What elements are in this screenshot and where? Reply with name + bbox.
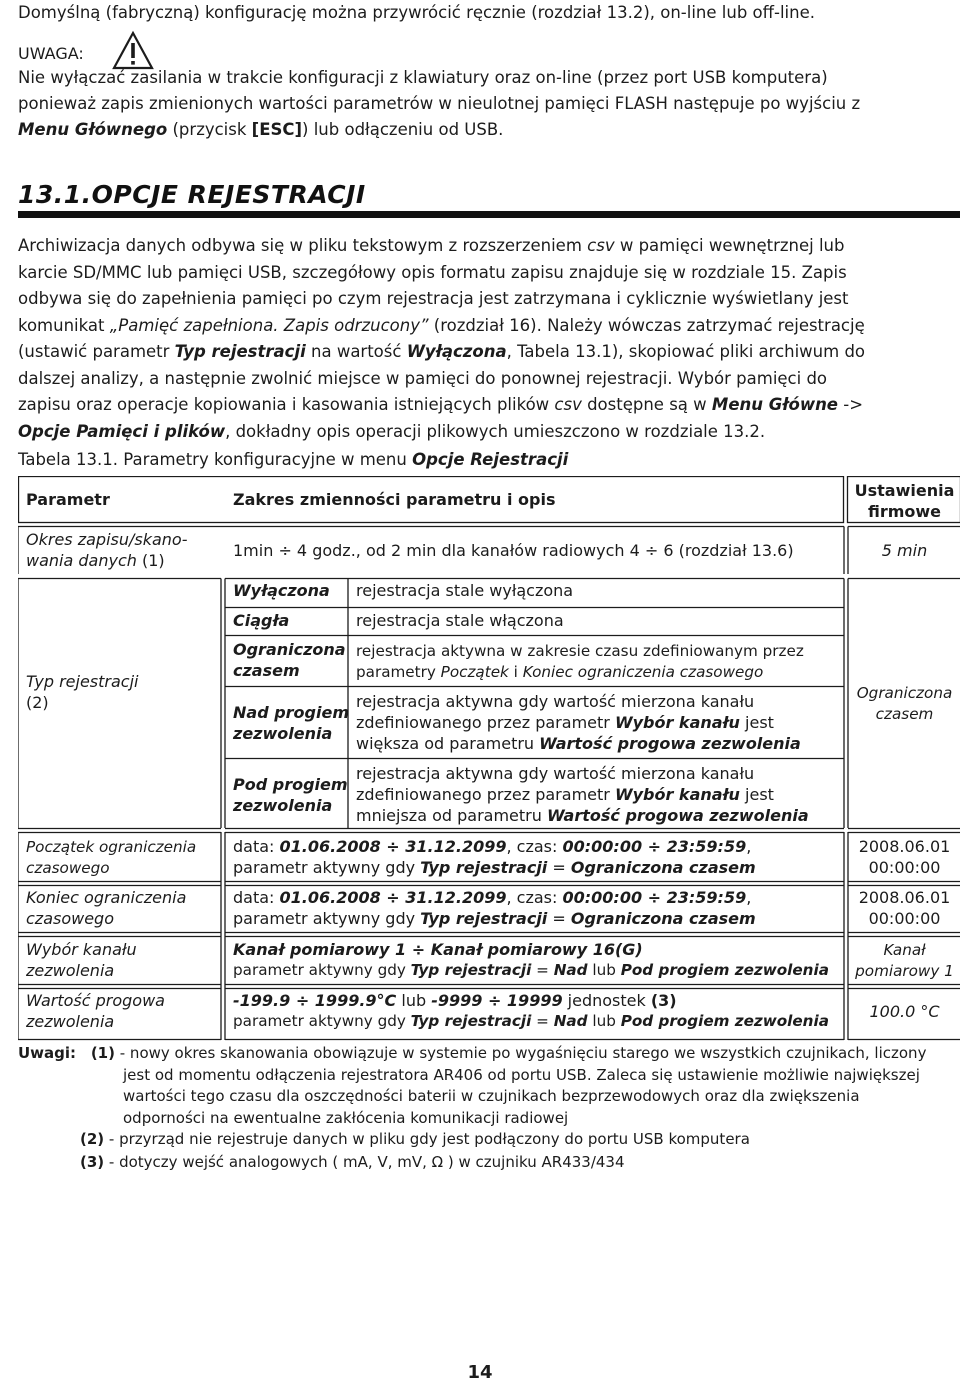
desc-threshold: -199.9 ÷ 1999.9°C lub -9999 ÷ 19999 jednostek (3) parametr aktywny gdy Typ rejestracji = Nad lub Pod progiem zezwolenia [233, 991, 829, 1030]
default-threshold: 100.0 °C [869, 1002, 940, 1021]
note-1-line: wartości tego czasu dla oszczędności baterii w czujnikach bezprzewodowych oraz dla zwiększenia [123, 1087, 860, 1105]
opt-name: Ciągła [233, 611, 290, 630]
warning-text: ) lub odłączeniu od USB. [302, 120, 504, 139]
desc-channel: Kanał pomiarowy 1 ÷ Kanał pomiarowy 16(G) parametr aktywny gdy Typ rejestracji = Nad lub Pod progiem zezwolenia [233, 940, 829, 979]
note-1-line: odporności na ewentualne zakłócenia komunikacji radiowej [123, 1108, 569, 1127]
default-record-type: Ograniczona czasem [856, 684, 953, 723]
section-rule [18, 211, 960, 218]
body-paragraph [18, 233, 948, 445]
para-line: karcie SD/MMC lub pamięci USB, szczegółowy opis formatu zapisu znajduje się w rozdziale 15. Zapis [18, 262, 847, 282]
page-number: 14 [467, 1362, 493, 1383]
desc-start-limit: data: 01.06.2008 ÷ 31.12.2099, czas: 00:00:00 ÷ 23:59:59, parametr aktywny gdy Typ rejestracji = Ograniczona czasem [233, 837, 756, 877]
opt-name: Wyłączona [233, 581, 330, 600]
note-2: (2) - przyrząd nie rejestruje danych w pliku gdy jest podłączony do portu USB komputera [80, 1130, 750, 1148]
param-channel: Wybór kanału zezwolenia [26, 940, 137, 980]
param-threshold: Wartość progowa zezwolenia [26, 991, 165, 1031]
param-record-type: Typ rejestracji (2) [26, 672, 139, 712]
param-end-limit: Koniec ograniczenia czasowego [26, 888, 187, 928]
warning-title: UWAGA: [18, 44, 84, 63]
desc-scan-period: 1min ÷ 4 godz., od 2 min dla kanałów radiowych 4 ÷ 6 (rozdział 13.6) [233, 541, 794, 560]
param-scan-period: Okres zapisu/skano- wania danych (1) [26, 530, 188, 570]
warning-line-2: ponieważ zapis zmienionych wartości parametrów w nieulotnej pamięci FLASH następuje po wyjściu z [18, 94, 861, 113]
para-line: Opcje Pamięci i plików, dokładny opis operacji plikowych umieszczono w rozdziale 13.2. [18, 421, 766, 441]
opt-desc: rejestracja stale wyłączona [356, 581, 574, 600]
default-start-limit: 2008.06.01 00:00:00 [858, 837, 951, 877]
col-header-range: Zakres zmienności parametru i opis [233, 490, 556, 509]
opt-desc: rejestracja stale włączona [356, 611, 564, 630]
opt-name: Pod progiem zezwolenia [233, 775, 348, 815]
para-line: odbywa się do zapełnienia pamięci po czym rejestracja jest zatrzymana i cyklicznie wyświetlany jest [18, 289, 849, 308]
default-scan-period: 5 min [881, 541, 928, 560]
default-end-limit: 2008.06.01 00:00:00 [858, 888, 951, 928]
esc-key-ref: [ESC] [251, 120, 303, 139]
note-3: (3) - dotyczy wejść analogowych ( mA, V, mV, Ω ) w czujniku AR433/434 [80, 1153, 625, 1171]
param-start-limit: Początek ograniczenia czasowego [26, 838, 197, 877]
opt-desc: rejestracja aktywna w zakresie czasu zdefiniowanym przez parametry Początek i Koniec ograniczenia czasowego [356, 642, 804, 681]
warning-line-3 [18, 117, 503, 143]
col-header-param: Parametr [26, 490, 110, 509]
default-channel: Kanał pomiarowy 1 [855, 941, 954, 980]
opt-desc: rejestracja aktywna gdy wartość mierzona kanału zdefiniowanego przez parametr Wybór kanału jest mniejsza od parametru Wartość progowa zezwolenia [356, 764, 809, 825]
para-line: dalszej analizy, a następnie zwolnić miejsce w pamięci do ponownej rejestracji. Wybór pamięci do [18, 368, 828, 388]
para-line: (ustawić parametr Typ rejestracji na wartość Wyłączona, Tabela 13.1), skopiować pliki archiwum do [18, 342, 866, 361]
opt-name: Ograniczona czasem [233, 640, 346, 680]
opt-name: Nad progiem zezwolenia [233, 703, 350, 743]
intro-line: Domyślną (fabryczną) konfigurację można przywrócić ręcznie (rozdział 13.2), on-line lub off-line. [18, 3, 815, 22]
warning-line-1: Nie wyłączać zasilania w trakcie konfiguracji z klawiatury oraz on-line (przez port USB komputera) [18, 68, 828, 87]
para-line: komunikat „Pamięć zapełniona. Zapis odrzucony” (rozdział 16). Należy wówczas zatrzymać rejestrację [18, 315, 865, 335]
col-header-default: Ustawienia firmowe [854, 481, 955, 521]
note-1-line: jest od momentu odłączenia rejestratora AR406 od portu USB. Zaleca się ustawienie możliwie największej [123, 1065, 920, 1084]
main-menu-ref: Menu Głównego [18, 120, 168, 139]
opt-desc: rejestracja aktywna gdy wartość mierzona kanału zdefiniowanego przez parametr Wybór kanału jest większa od parametru Wartość progowa zezwolenia [356, 692, 801, 753]
section-title: 13.1.OPCJE REJESTRACJI [18, 180, 366, 209]
table-caption: Tabela 13.1. Parametry konfiguracyjne w menu Opcje Rejestracji [18, 450, 569, 469]
para-line: zapisu oraz operacje kopiowania i kasowania istniejących plików csv dostępne są w Menu Główne -> [18, 395, 864, 414]
warning-triangle-icon [112, 30, 154, 70]
note-1: Uwagi: (1) - nowy okres skanowania obowiązuje w systemie po wygaśnięciu starego we wszystkich czujnikach, liczony [18, 1044, 927, 1062]
para-line: Archiwizacja danych odbywa się w pliku tekstowym z rozszerzeniem csv w pamięci wewnętrznej lub [18, 236, 845, 255]
desc-end-limit: data: 01.06.2008 ÷ 31.12.2099, czas: 00:00:00 ÷ 23:59:59, parametr aktywny gdy Typ rejestracji = Ograniczona czasem [233, 888, 756, 928]
warning-text: (przycisk [167, 120, 252, 139]
parameters-table [18, 476, 960, 1042]
